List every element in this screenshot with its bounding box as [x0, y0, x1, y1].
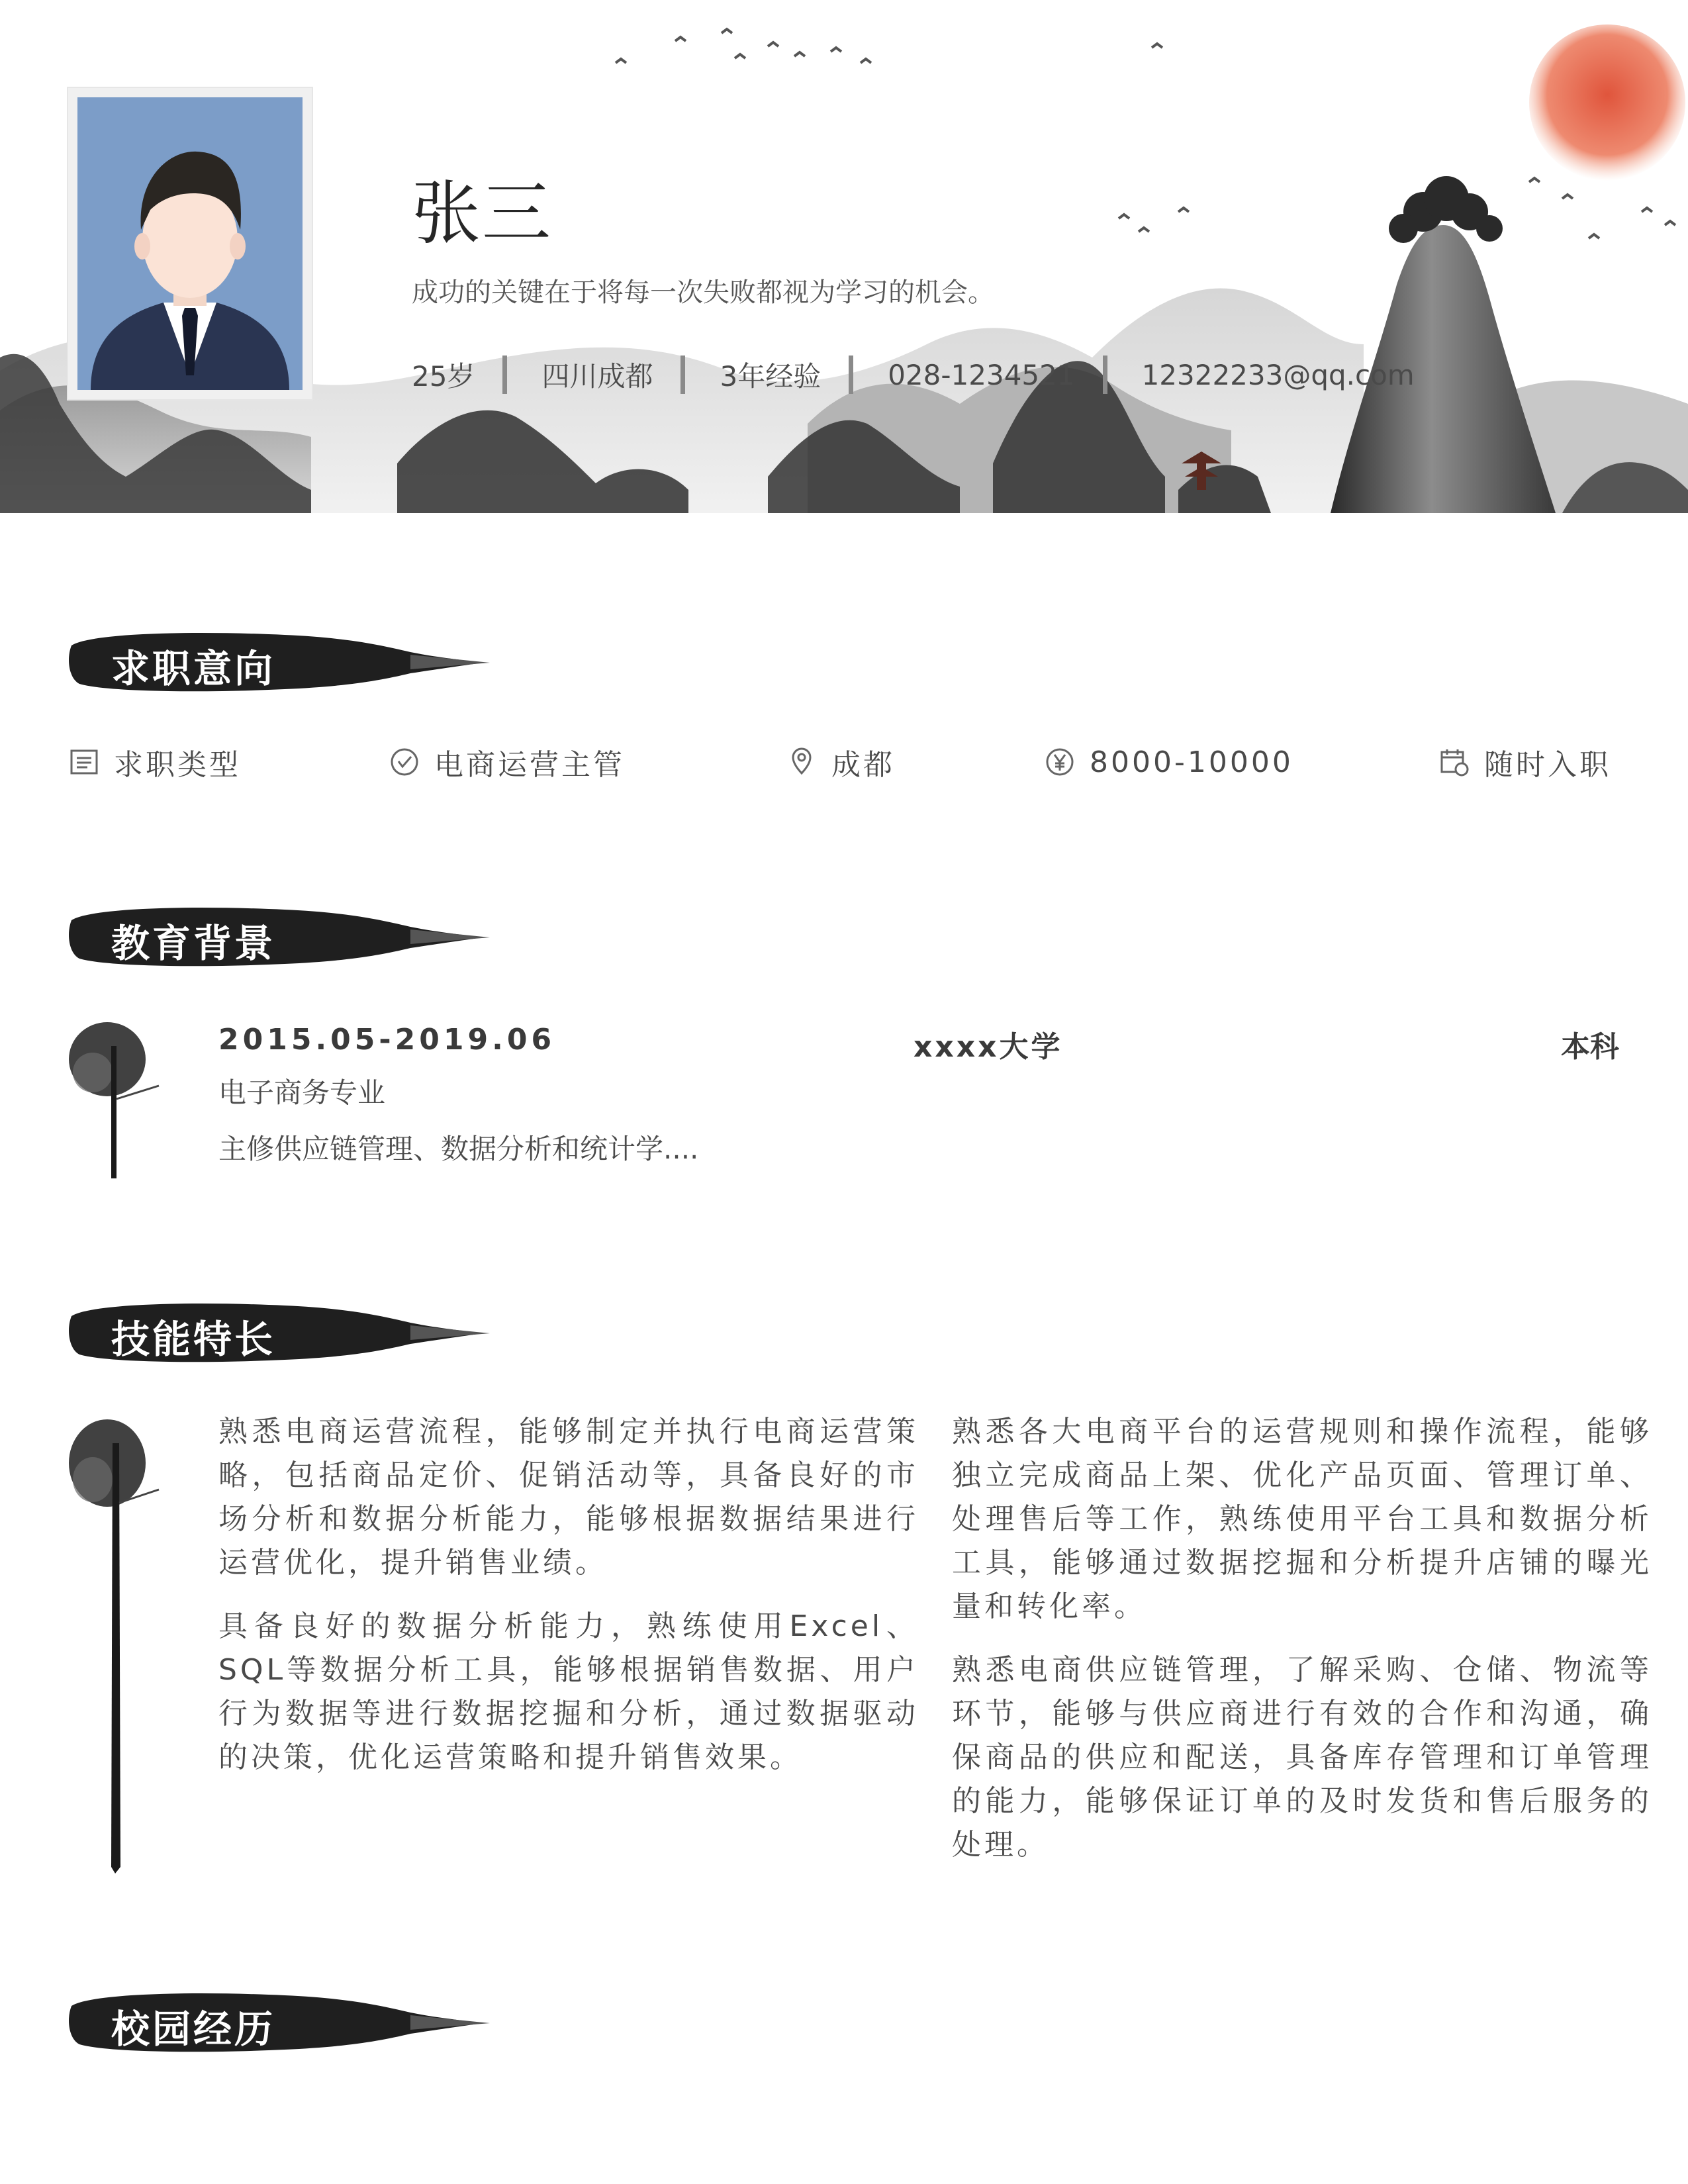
divider	[1103, 356, 1107, 394]
section-heading-education	[66, 900, 490, 973]
section-title: 求职意向	[111, 646, 276, 691]
education-date: 2015.05-2019.06	[218, 1023, 556, 1057]
yuan-icon	[1045, 747, 1075, 777]
job-availability	[1439, 740, 1611, 784]
skills-column-left	[218, 1410, 919, 1799]
skill-paragraph: 熟悉电商运营流程，能够制定并执行电商运营策略，包括商品定价、促销活动等，具备良好的市场分析和数据分析能力，能够根据数据结果进行运营优化，提升销售业绩。	[218, 1415, 919, 1580]
job-salary-label: 8000-10000	[1090, 745, 1293, 779]
divider	[849, 356, 853, 394]
section-heading-job	[66, 626, 490, 698]
skills-column-right	[952, 1410, 1652, 1887]
education-description: 主修供应链管理、数据分析和统计学....	[218, 1133, 699, 1165]
job-location-label: 成都	[831, 748, 895, 782]
email: 12322233@qq.com	[1141, 358, 1415, 391]
avatar	[77, 97, 303, 390]
basic-info-row	[412, 355, 1415, 395]
section-heading-campus	[66, 1986, 490, 2059]
person-avatar-icon	[77, 97, 303, 390]
calendar-icon	[1439, 747, 1470, 777]
section-title: 技能特长	[111, 1317, 276, 1362]
section-title: 教育背景	[111, 921, 276, 966]
section-title: 校园经历	[111, 2007, 276, 2052]
divider	[680, 356, 685, 394]
ink-tree-icon	[66, 1020, 165, 1178]
job-type	[69, 740, 241, 784]
location-icon	[786, 747, 817, 777]
sun-icon	[1529, 24, 1685, 181]
candidate-name: 张三	[412, 173, 553, 254]
job-salary	[1045, 740, 1293, 784]
job-position-label: 电商运营主管	[434, 748, 625, 782]
age: 25岁	[412, 360, 475, 393]
school-name: xxxx大学	[914, 1030, 1063, 1064]
job-location	[786, 740, 895, 784]
skill-paragraph: 具备良好的数据分析能力，熟练使用Excel、SQL等数据分析工具，能够根据销售数据、用户行为数据等进行数据挖掘和分析，通过数据驱动的决策，优化运营策略和提升销售效果。	[218, 1609, 919, 1774]
ink-tree-icon	[66, 1417, 165, 1874]
motto: 成功的关键在于将每一次失败都视为学习的机会。	[412, 277, 994, 308]
divider	[502, 356, 507, 394]
phone: 028-1234521	[888, 358, 1075, 391]
skill-paragraph: 熟悉各大电商平台的运营规则和操作流程，能够独立完成商品上架、优化产品页面、管理订单、处理售后等工作，熟练使用平台工具和数据分析工具，能够通过数据挖掘和分析提升店铺的曝光量和转化率。	[952, 1415, 1652, 1623]
experience: 3年经验	[720, 360, 821, 393]
birds-icon	[616, 29, 1675, 238]
major: 电子商务专业	[218, 1076, 386, 1109]
city: 四川成都	[541, 360, 653, 393]
skill-paragraph: 熟悉电商供应链管理，了解采购、仓储、物流等环节，能够与供应商进行有效的合作和沟通，确保商品的供应和配送，具备库存管理和订单管理的能力，能够保证订单的及时发货和售后服务的处理。	[952, 1653, 1652, 1862]
job-type-label: 求职类型	[114, 748, 241, 782]
list-icon	[69, 747, 99, 777]
degree: 本科	[1561, 1030, 1619, 1064]
briefcase-icon	[389, 747, 420, 777]
profile-photo-frame	[68, 88, 312, 399]
job-availability-label: 随时入职	[1484, 748, 1611, 782]
section-heading-skills	[66, 1296, 490, 1369]
job-position	[389, 740, 625, 784]
